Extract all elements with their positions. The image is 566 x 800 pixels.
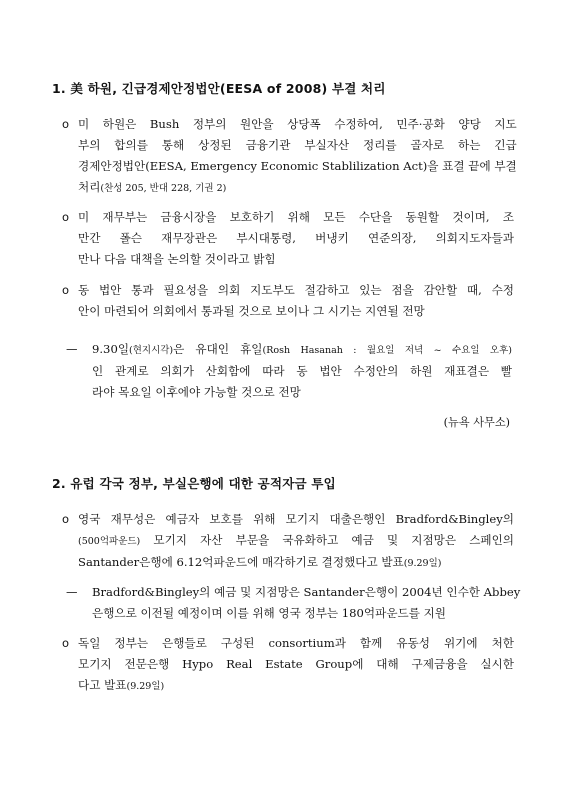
holiday-note: (Rosh Hasanah : 월요일 저녁 ~ 수요일 오후) xyxy=(262,345,512,356)
text-line: 라야 목요일 이후에야 가능할 것으로 전망 xyxy=(92,385,301,399)
section-1-bullet-3 xyxy=(62,280,514,322)
section-1-bullet-1 xyxy=(62,114,517,199)
text-line xyxy=(78,530,514,552)
text-line: 경제안정법안(EESA, Emergency Economic Stablilization Act)을 표결 끝에 부결 xyxy=(78,159,517,173)
text-line: 미 하원은 Bush 정부의 원안을 상당폭 수정하여, 민주·공화 양당 지도 xyxy=(78,117,517,131)
date-note: (9.29일) xyxy=(126,681,165,692)
bullet-marker: o xyxy=(62,636,70,650)
source-credit: (뉴욕 사무소) xyxy=(443,416,510,429)
bullet-marker: o xyxy=(62,117,70,131)
section-2-dash-1 xyxy=(66,582,521,624)
dash-marker: — xyxy=(66,342,78,356)
amount-note: (500억파운드) xyxy=(78,536,141,547)
text-line: 인 관계로 의회가 산회함에 따라 동 법안 수정안의 하원 재표결은 빨 xyxy=(92,364,512,378)
text-fragment: Santander은행에 6.12억파운드에 매각하기로 결정했다고 발표 xyxy=(78,555,404,569)
text-line xyxy=(92,339,512,361)
text-line: Bradford&Bingley의 예금 및 지점망은 Santander은행이 2004년 인수한 Abbey xyxy=(92,585,521,599)
text-line: 모기지 전문은행 Hypo Real Estate Group에 대해 구제금융을 실시한 xyxy=(78,657,514,671)
section-2-bullet-1 xyxy=(62,509,514,574)
text-line xyxy=(78,177,517,199)
text-fragment: 은 유대인 휴일 xyxy=(173,342,263,356)
text-line: 동 법안 통과 필요성을 의회 지도부도 절감하고 있는 점을 감안할 때, 수정 xyxy=(78,283,514,297)
section-1-bullet-2 xyxy=(62,207,514,270)
date-note: (9.29일) xyxy=(403,558,442,569)
text-line: 영국 재무성은 예금자 보호를 위해 모기지 대출은행인 Bradford&Bingley의 xyxy=(78,512,514,526)
text-line: 만간 폴슨 재무장관은 부시대통령, 버냉키 연준의장, 의회지도자들과 xyxy=(78,231,514,245)
section-2-heading: 2. 유럽 각국 정부, 부실은행에 대한 공적자금 투입 xyxy=(52,476,336,491)
section-1-dash-1 xyxy=(66,339,512,403)
vote-count-note: (찬성 205, 반대 228, 기권 2) xyxy=(100,183,227,194)
bullet-marker: o xyxy=(62,210,70,224)
text-fragment: 처리 xyxy=(78,180,101,194)
text-line: 안이 마련되어 의회에서 통과될 것으로 보이나 그 시기는 지연될 전망 xyxy=(78,304,425,318)
text-line xyxy=(78,675,514,697)
text-line: 만나 다음 대책을 논의할 것이라고 밝힘 xyxy=(78,252,276,266)
local-time-note: (현지시각) xyxy=(129,345,174,356)
text-fragment: 다고 발표 xyxy=(78,678,127,692)
bullet-marker: o xyxy=(62,283,70,297)
text-line xyxy=(78,552,514,574)
section-1-heading: 1. 美 하원, 긴급경제안정법안(EESA of 2008) 부결 처리 xyxy=(52,81,386,96)
text-line: 독일 정부는 은행들로 구성된 consortium과 함께 유동성 위기에 처한 xyxy=(78,636,514,650)
dash-marker: — xyxy=(66,585,78,599)
text-fragment: 9.30일 xyxy=(92,342,130,356)
text-line: 부의 합의를 통해 상정된 금융기관 부실자산 정리를 골자로 하는 긴급 xyxy=(78,138,517,152)
section-2-bullet-2 xyxy=(62,633,514,697)
text-line: 은행으로 이전될 예정이며 이를 위해 영국 정부는 180억파운드를 지원 xyxy=(92,606,447,620)
bullet-marker: o xyxy=(62,512,70,526)
text-fragment: 모기지 자산 부문을 국유화하고 예금 및 지점망은 스페인의 xyxy=(140,533,514,547)
text-line: 미 재무부는 금융시장을 보호하기 위해 모든 수단을 동원할 것이며, 조 xyxy=(78,210,514,224)
